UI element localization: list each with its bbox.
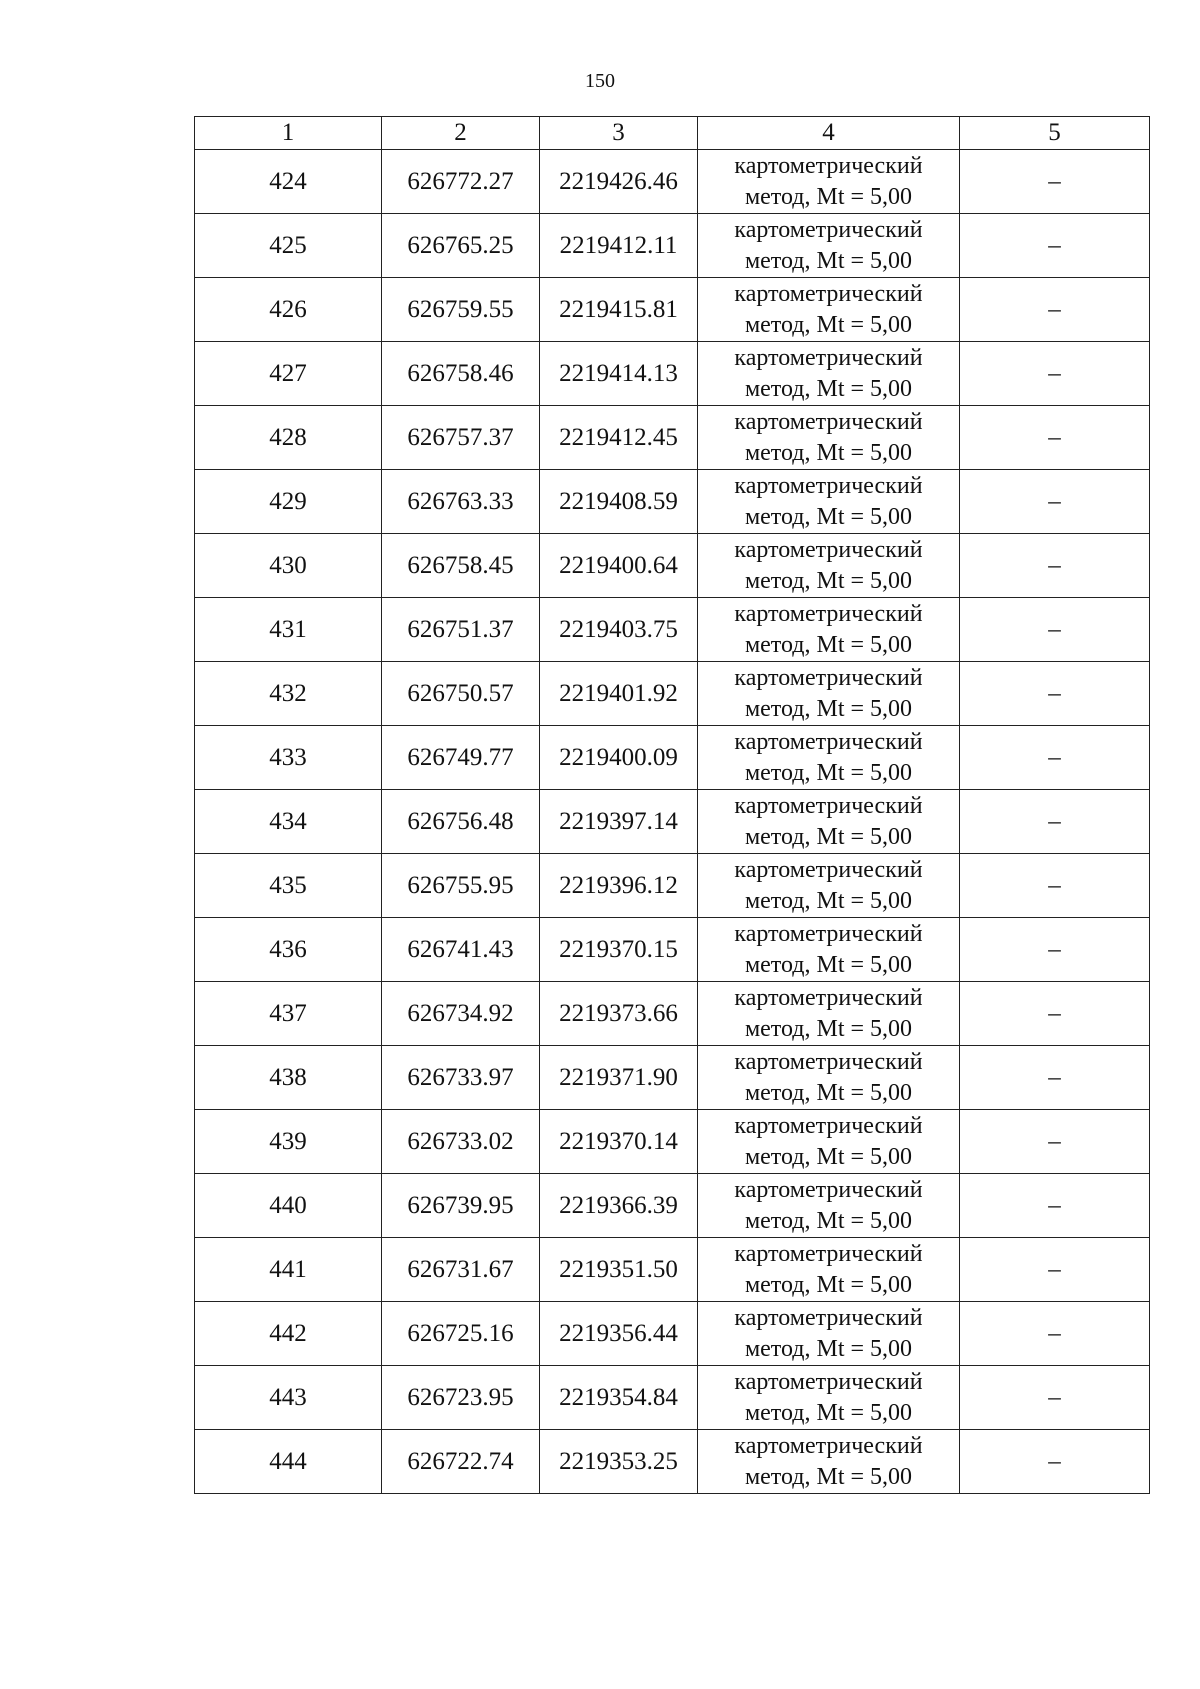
x-coordinate-cell: 626723.95: [382, 1366, 540, 1430]
x-coordinate-cell: 626772.27: [382, 150, 540, 214]
y-coordinate-cell: 2219370.14: [540, 1110, 698, 1174]
x-coordinate-cell: 626758.46: [382, 342, 540, 406]
point-number-cell: 436: [195, 918, 382, 982]
method-line-1: картометрический: [734, 1304, 923, 1331]
column-header-4: 4: [698, 117, 960, 150]
point-number-cell: 424: [195, 150, 382, 214]
point-number-cell: 433: [195, 726, 382, 790]
method-line-2: метод, Mt = 5,00: [744, 1399, 913, 1426]
method-line-1: картометрический: [734, 1048, 923, 1075]
method-line-2: метод, Mt = 5,00: [744, 951, 913, 978]
note-cell: –: [960, 1046, 1150, 1110]
table-row: [195, 662, 1150, 726]
point-number-cell: 440: [195, 1174, 382, 1238]
x-coordinate-cell: 626757.37: [382, 406, 540, 470]
method-line-2: метод, Mt = 5,00: [744, 1463, 913, 1490]
method-line-1: картометрический: [734, 664, 923, 691]
point-number-cell: 431: [195, 598, 382, 662]
note-cell: –: [960, 214, 1150, 278]
x-coordinate-cell: 626765.25: [382, 214, 540, 278]
method-line-2: метод, Mt = 5,00: [744, 439, 913, 466]
method-line-1: картометрический: [734, 1432, 923, 1459]
note-cell: –: [960, 534, 1150, 598]
y-coordinate-cell: 2219351.50: [540, 1238, 698, 1302]
column-header-1: 1: [195, 117, 382, 150]
method-cell: [698, 534, 960, 598]
note-cell: –: [960, 982, 1150, 1046]
method-cell: [698, 278, 960, 342]
point-number-cell: 429: [195, 470, 382, 534]
method-line-2: метод, Mt = 5,00: [744, 887, 913, 914]
method-line-2: метод, Mt = 5,00: [744, 1079, 913, 1106]
y-coordinate-cell: 2219396.12: [540, 854, 698, 918]
note-cell: –: [960, 854, 1150, 918]
table-row: [195, 598, 1150, 662]
column-header-5: 5: [960, 117, 1150, 150]
note-cell: –: [960, 918, 1150, 982]
note-cell: –: [960, 790, 1150, 854]
x-coordinate-cell: 626722.74: [382, 1430, 540, 1494]
method-line-2: метод, Mt = 5,00: [744, 631, 913, 658]
y-coordinate-cell: 2219366.39: [540, 1174, 698, 1238]
y-coordinate-cell: 2219408.59: [540, 470, 698, 534]
point-number-cell: 428: [195, 406, 382, 470]
method-line-1: картометрический: [734, 216, 923, 243]
note-cell: –: [960, 150, 1150, 214]
y-coordinate-cell: 2219371.90: [540, 1046, 698, 1110]
table-row: [195, 1366, 1150, 1430]
y-coordinate-cell: 2219373.66: [540, 982, 698, 1046]
method-cell: [698, 1430, 960, 1494]
method-line-1: картометрический: [734, 408, 923, 435]
method-line-1: картометрический: [734, 856, 923, 883]
table-row: [195, 726, 1150, 790]
method-line-1: картометрический: [734, 1240, 923, 1267]
x-coordinate-cell: 626751.37: [382, 598, 540, 662]
y-coordinate-cell: 2219397.14: [540, 790, 698, 854]
note-cell: –: [960, 726, 1150, 790]
method-cell: [698, 214, 960, 278]
table-row: [195, 790, 1150, 854]
note-cell: –: [960, 1430, 1150, 1494]
header-row: [195, 117, 1150, 150]
method-line-2: метод, Mt = 5,00: [744, 1335, 913, 1362]
note-cell: –: [960, 598, 1150, 662]
y-coordinate-cell: 2219403.75: [540, 598, 698, 662]
method-cell: [698, 854, 960, 918]
table-row: [195, 1302, 1150, 1366]
method-cell: [698, 1046, 960, 1110]
method-line-1: картометрический: [734, 280, 923, 307]
method-line-2: метод, Mt = 5,00: [744, 695, 913, 722]
table-row: [195, 1430, 1150, 1494]
method-cell: [698, 726, 960, 790]
y-coordinate-cell: 2219426.46: [540, 150, 698, 214]
point-number-cell: 425: [195, 214, 382, 278]
note-cell: –: [960, 1174, 1150, 1238]
method-cell: [698, 1302, 960, 1366]
method-line-1: картометрический: [734, 472, 923, 499]
method-cell: [698, 1366, 960, 1430]
method-line-1: картометрический: [734, 1112, 923, 1139]
x-coordinate-cell: 626733.97: [382, 1046, 540, 1110]
table-row: [195, 918, 1150, 982]
point-number-cell: 432: [195, 662, 382, 726]
coordinates-table: [194, 116, 1150, 1494]
y-coordinate-cell: 2219353.25: [540, 1430, 698, 1494]
table-row: [195, 278, 1150, 342]
x-coordinate-cell: 626731.67: [382, 1238, 540, 1302]
point-number-cell: 426: [195, 278, 382, 342]
method-line-2: метод, Mt = 5,00: [744, 311, 913, 338]
note-cell: –: [960, 1302, 1150, 1366]
table-row: [195, 1046, 1150, 1110]
method-line-2: метод, Mt = 5,00: [744, 375, 913, 402]
y-coordinate-cell: 2219370.15: [540, 918, 698, 982]
note-cell: –: [960, 278, 1150, 342]
method-cell: [698, 790, 960, 854]
x-coordinate-cell: 626739.95: [382, 1174, 540, 1238]
x-coordinate-cell: 626749.77: [382, 726, 540, 790]
point-number-cell: 438: [195, 1046, 382, 1110]
x-coordinate-cell: 626733.02: [382, 1110, 540, 1174]
method-line-2: метод, Mt = 5,00: [744, 1015, 913, 1042]
method-cell: [698, 150, 960, 214]
method-line-1: картометрический: [734, 984, 923, 1011]
note-cell: –: [960, 662, 1150, 726]
method-line-1: картометрический: [734, 536, 923, 563]
point-number-cell: 435: [195, 854, 382, 918]
table-row: [195, 1238, 1150, 1302]
point-number-cell: 434: [195, 790, 382, 854]
note-cell: –: [960, 470, 1150, 534]
method-line-1: картометрический: [734, 1368, 923, 1395]
method-line-2: метод, Mt = 5,00: [744, 247, 913, 274]
method-line-2: метод, Mt = 5,00: [744, 1207, 913, 1234]
note-cell: –: [960, 342, 1150, 406]
note-cell: –: [960, 1110, 1150, 1174]
y-coordinate-cell: 2219412.45: [540, 406, 698, 470]
note-cell: –: [960, 406, 1150, 470]
table-row: [195, 150, 1150, 214]
note-cell: –: [960, 1238, 1150, 1302]
method-line-1: картометрический: [734, 1176, 923, 1203]
point-number-cell: 442: [195, 1302, 382, 1366]
x-coordinate-cell: 626750.57: [382, 662, 540, 726]
point-number-cell: 439: [195, 1110, 382, 1174]
y-coordinate-cell: 2219415.81: [540, 278, 698, 342]
x-coordinate-cell: 626734.92: [382, 982, 540, 1046]
x-coordinate-cell: 626725.16: [382, 1302, 540, 1366]
y-coordinate-cell: 2219354.84: [540, 1366, 698, 1430]
point-number-cell: 441: [195, 1238, 382, 1302]
method-cell: [698, 982, 960, 1046]
table-row: [195, 1110, 1150, 1174]
method-line-2: метод, Mt = 5,00: [744, 823, 913, 850]
y-coordinate-cell: 2219400.64: [540, 534, 698, 598]
point-number-cell: 444: [195, 1430, 382, 1494]
method-cell: [698, 470, 960, 534]
table-header: [195, 117, 1150, 150]
page-number: 150: [585, 70, 615, 92]
x-coordinate-cell: 626758.45: [382, 534, 540, 598]
table-row: [195, 982, 1150, 1046]
x-coordinate-cell: 626741.43: [382, 918, 540, 982]
table-row: [195, 342, 1150, 406]
method-cell: [698, 1110, 960, 1174]
method-line-2: метод, Mt = 5,00: [744, 503, 913, 530]
x-coordinate-cell: 626759.55: [382, 278, 540, 342]
y-coordinate-cell: 2219414.13: [540, 342, 698, 406]
x-coordinate-cell: 626756.48: [382, 790, 540, 854]
table-body: [195, 150, 1150, 1494]
table-row: [195, 214, 1150, 278]
table-row: [195, 1174, 1150, 1238]
method-cell: [698, 1238, 960, 1302]
point-number-cell: 437: [195, 982, 382, 1046]
method-line-2: метод, Mt = 5,00: [744, 183, 913, 210]
table-row: [195, 470, 1150, 534]
method-cell: [698, 662, 960, 726]
note-cell: –: [960, 1366, 1150, 1430]
point-number-cell: 427: [195, 342, 382, 406]
column-header-3: 3: [540, 117, 698, 150]
y-coordinate-cell: 2219412.11: [540, 214, 698, 278]
method-line-1: картометрический: [734, 600, 923, 627]
method-line-1: картометрический: [734, 152, 923, 179]
table-row: [195, 534, 1150, 598]
method-line-2: метод, Mt = 5,00: [744, 567, 913, 594]
method-cell: [698, 342, 960, 406]
table-row: [195, 406, 1150, 470]
method-line-1: картометрический: [734, 344, 923, 371]
point-number-cell: 443: [195, 1366, 382, 1430]
method-cell: [698, 1174, 960, 1238]
method-line-2: метод, Mt = 5,00: [744, 1271, 913, 1298]
x-coordinate-cell: 626755.95: [382, 854, 540, 918]
point-number-cell: 430: [195, 534, 382, 598]
x-coordinate-cell: 626763.33: [382, 470, 540, 534]
method-line-2: метод, Mt = 5,00: [744, 1143, 913, 1170]
method-line-1: картометрический: [734, 728, 923, 755]
method-line-1: картометрический: [734, 920, 923, 947]
y-coordinate-cell: 2219356.44: [540, 1302, 698, 1366]
method-line-2: метод, Mt = 5,00: [744, 759, 913, 786]
method-cell: [698, 918, 960, 982]
y-coordinate-cell: 2219400.09: [540, 726, 698, 790]
method-line-1: картометрический: [734, 792, 923, 819]
y-coordinate-cell: 2219401.92: [540, 662, 698, 726]
method-cell: [698, 406, 960, 470]
table-row: [195, 854, 1150, 918]
method-cell: [698, 598, 960, 662]
column-header-2: 2: [382, 117, 540, 150]
